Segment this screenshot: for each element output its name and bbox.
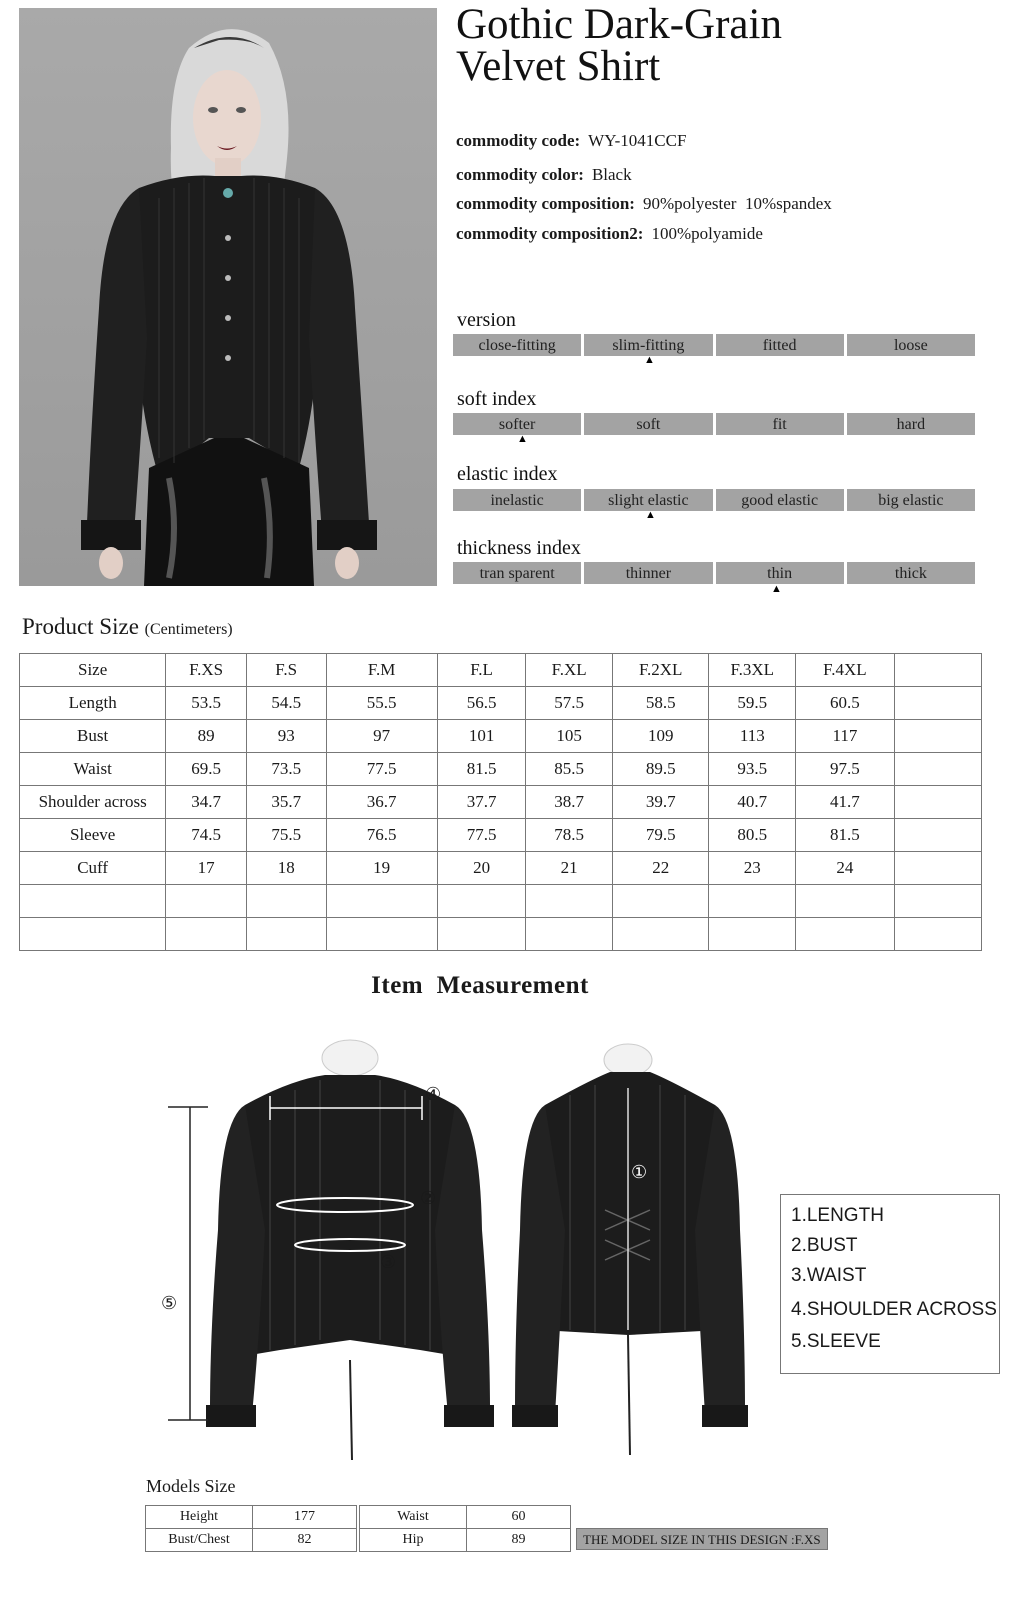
spec-composition2: [456, 224, 763, 244]
waist-label: Waist: [360, 1506, 467, 1529]
size-table-cell: 77.5: [437, 819, 526, 852]
product-title-line1: Gothic Dark-Grain: [456, 1, 782, 48]
size-table-row: [20, 819, 982, 852]
size-table-cell: 60.5: [796, 687, 895, 720]
elastic-option: big elastic: [847, 489, 975, 511]
size-table-cell: 81.5: [437, 753, 526, 786]
size-table-cell: F.4XL: [796, 654, 895, 687]
size-table-cell: F.XL: [526, 654, 613, 687]
product-title-line2: Velvet Shirt: [456, 43, 661, 90]
thickness-option: thinner: [584, 562, 712, 584]
size-table-label-cell: Sleeve: [20, 819, 166, 852]
spec-label: commodity composition2:: [456, 224, 644, 243]
size-table-cell: [894, 753, 981, 786]
elastic-index-title: elastic index: [457, 463, 558, 485]
version-bar: [453, 334, 975, 356]
marker-2: ②: [420, 1188, 437, 1208]
size-table-cell: 18: [246, 852, 326, 885]
bust-label: Bust/Chest: [146, 1529, 253, 1552]
legend-item: 2.BUST: [791, 1235, 858, 1256]
size-table-cell: F.L: [437, 654, 526, 687]
size-table-header: [20, 654, 982, 687]
size-table-cell: 17: [166, 852, 247, 885]
elastic-option: good elastic: [716, 489, 844, 511]
size-table-label-cell: Length: [20, 687, 166, 720]
spec-value: WY-1041CCF: [588, 131, 687, 150]
size-table-cell: 58.5: [612, 687, 709, 720]
size-table-row: [20, 852, 982, 885]
size-table-cell: 20: [437, 852, 526, 885]
thickness-index-title: thickness index: [457, 537, 581, 559]
size-table-cell: [246, 918, 326, 951]
size-table-cell: [894, 885, 981, 918]
size-table-cell: 40.7: [709, 786, 796, 819]
height-value: 177: [253, 1506, 357, 1529]
size-table-cell: 22: [612, 852, 709, 885]
version-marker-icon: ▲: [644, 354, 655, 366]
size-table-row: [20, 720, 982, 753]
version-option: loose: [847, 334, 975, 356]
soft-index-title: soft index: [457, 388, 537, 410]
spec-value: 100%polyamide: [651, 224, 763, 243]
size-table-cell: 113: [709, 720, 796, 753]
size-table-label-cell: Cuff: [20, 852, 166, 885]
product-size-heading: Product Size: [22, 614, 139, 639]
soft-index-bar: [453, 413, 975, 435]
size-table-cell: 93: [246, 720, 326, 753]
size-table-label-cell: Shoulder across: [20, 786, 166, 819]
size-table-cell: 56.5: [437, 687, 526, 720]
soft-option: softer: [453, 413, 581, 435]
size-table-row: [20, 885, 982, 918]
size-table-cell: 89: [166, 720, 247, 753]
size-table-cell: 59.5: [709, 687, 796, 720]
size-table-cell: 53.5: [166, 687, 247, 720]
version-option: close-fitting: [453, 334, 581, 356]
size-table-cell: 41.7: [796, 786, 895, 819]
thickness-option: tran sparent: [453, 562, 581, 584]
size-table-cell: [894, 918, 981, 951]
elastic-index-bar: [453, 489, 975, 511]
size-table-cell: 54.5: [246, 687, 326, 720]
product-photo: [19, 8, 437, 586]
models-size-title: Models Size: [146, 1476, 236, 1496]
size-table-row: [20, 753, 982, 786]
model-size-note: THE MODEL SIZE IN THIS DESIGN :F.XS: [576, 1528, 828, 1550]
spec-value: Black: [591, 165, 632, 184]
elastic-option: inelastic: [453, 489, 581, 511]
spec-label: commodity color:: [456, 165, 584, 184]
size-table-cell: 23: [709, 852, 796, 885]
size-table-cell: 73.5: [246, 753, 326, 786]
size-table-cell: 21: [526, 852, 613, 885]
thickness-marker-icon: ▲: [771, 583, 782, 595]
size-table-label-cell: Bust: [20, 720, 166, 753]
size-table-cell: 35.7: [246, 786, 326, 819]
size-table-cell: F.2XL: [612, 654, 709, 687]
size-table-cell: 89.5: [612, 753, 709, 786]
size-table-cell: 97.5: [796, 753, 895, 786]
size-table-cell: F.M: [326, 654, 437, 687]
marker-5: ⑤: [161, 1293, 178, 1313]
size-table-cell: [894, 852, 981, 885]
size-table-cell: 77.5: [326, 753, 437, 786]
spec-color: [456, 165, 632, 185]
model-illustration: [19, 8, 437, 586]
models-table-right: [359, 1505, 571, 1552]
elastic-marker-icon: ▲: [645, 509, 656, 521]
size-table-cell: [709, 918, 796, 951]
height-label: Height: [146, 1506, 253, 1529]
size-table-cell: 79.5: [612, 819, 709, 852]
size-table-cell: F.XS: [166, 654, 247, 687]
marker-3: ③: [380, 1252, 397, 1272]
size-table-cell: 93.5: [709, 753, 796, 786]
size-table-cell: [166, 918, 247, 951]
size-table-cell: 34.7: [166, 786, 247, 819]
legend-item: 1.LENGTH: [791, 1205, 884, 1226]
size-table-cell: 117: [796, 720, 895, 753]
item-measurement-title: Item Measurement: [371, 972, 589, 999]
hip-value: 89: [467, 1529, 571, 1552]
size-table-cell: 55.5: [326, 687, 437, 720]
soft-option: fit: [716, 413, 844, 435]
measurement-legend: [780, 1194, 1000, 1374]
size-table-cell: [894, 654, 981, 687]
models-table-left: [145, 1505, 357, 1552]
size-table-cell: [894, 687, 981, 720]
size-table-label-cell: [20, 918, 166, 951]
size-table-cell: 109: [612, 720, 709, 753]
size-table-row: [20, 687, 982, 720]
thickness-option: thick: [847, 562, 975, 584]
spec-code: [456, 131, 686, 151]
size-table-cell: 69.5: [166, 753, 247, 786]
marker-1: ①: [631, 1162, 648, 1182]
size-table-cell: 80.5: [709, 819, 796, 852]
size-table-cell: [246, 885, 326, 918]
size-table-row: [20, 918, 982, 951]
size-table-cell: 38.7: [526, 786, 613, 819]
size-table-cell: 57.5: [526, 687, 613, 720]
legend-item: 5.SLEEVE: [791, 1331, 881, 1352]
size-table-cell: [796, 918, 895, 951]
version-option: slim-fitting: [584, 334, 712, 356]
size-table-cell: 105: [526, 720, 613, 753]
size-table-cell: [526, 885, 613, 918]
size-table-cell: [326, 885, 437, 918]
soft-option: hard: [847, 413, 975, 435]
size-table-cell: [437, 885, 526, 918]
thickness-index-bar: [453, 562, 975, 584]
elastic-option: slight elastic: [584, 489, 712, 511]
size-table-cell: [166, 885, 247, 918]
bust-value: 82: [253, 1529, 357, 1552]
size-table: [19, 653, 982, 951]
product-size-title: [22, 614, 233, 640]
spec-value: 90%polyester 10%spandex: [642, 194, 832, 213]
thickness-option: thin: [716, 562, 844, 584]
size-table-cell: F.3XL: [709, 654, 796, 687]
size-table-label-cell: Waist: [20, 753, 166, 786]
size-table-cell: [796, 885, 895, 918]
spec-composition: [456, 194, 832, 214]
spec-label: commodity code:: [456, 131, 581, 150]
size-table-cell: [326, 918, 437, 951]
size-table-cell: 37.7: [437, 786, 526, 819]
size-table-cell: 39.7: [612, 786, 709, 819]
measurement-diagram: [150, 1030, 780, 1470]
size-table-cell: 75.5: [246, 819, 326, 852]
size-table-cell: F.S: [246, 654, 326, 687]
size-table-label-cell: Size: [20, 654, 166, 687]
size-table-row: [20, 786, 982, 819]
size-table-cell: 36.7: [326, 786, 437, 819]
hip-label: Hip: [360, 1529, 467, 1552]
back-shirt-icon: [512, 1044, 748, 1455]
size-table-cell: [709, 885, 796, 918]
waist-value: 60: [467, 1506, 571, 1529]
size-table-cell: 78.5: [526, 819, 613, 852]
product-size-unit: (Centimeters): [144, 621, 233, 638]
size-table-cell: 97: [326, 720, 437, 753]
size-table-cell: 19: [326, 852, 437, 885]
size-table-cell: 85.5: [526, 753, 613, 786]
product-title: [456, 1, 1016, 90]
size-table-cell: 101: [437, 720, 526, 753]
soft-marker-icon: ▲: [517, 433, 528, 445]
soft-option: soft: [584, 413, 712, 435]
spec-label: commodity composition:: [456, 194, 635, 213]
size-table-cell: 81.5: [796, 819, 895, 852]
legend-item: 4.SHOULDER ACROSS: [791, 1299, 997, 1320]
size-table-cell: 74.5: [166, 819, 247, 852]
size-table-label-cell: [20, 885, 166, 918]
marker-4: ④: [425, 1084, 442, 1104]
size-table-cell: 24: [796, 852, 895, 885]
size-table-cell: [526, 918, 613, 951]
size-table-cell: [894, 720, 981, 753]
size-table-cell: [894, 786, 981, 819]
legend-item: 3.WAIST: [791, 1265, 867, 1286]
version-option: fitted: [716, 334, 844, 356]
size-table-cell: [612, 885, 709, 918]
size-table-cell: [894, 819, 981, 852]
version-title: version: [457, 309, 516, 331]
size-table-cell: [612, 918, 709, 951]
size-table-cell: [437, 918, 526, 951]
size-table-cell: 76.5: [326, 819, 437, 852]
